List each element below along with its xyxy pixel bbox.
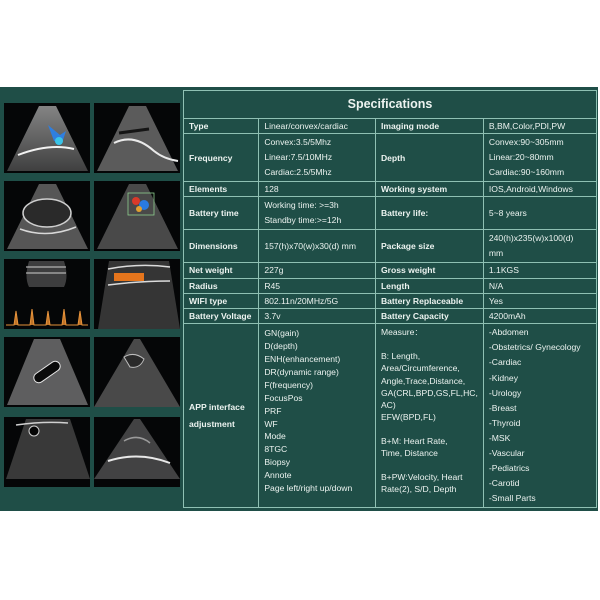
spec-value: R45 — [259, 278, 376, 293]
spec-value-line: Standby time:>=12h — [264, 215, 342, 226]
list-item: -Obstetrics/ Gynecology — [488, 342, 581, 353]
spec-value: 802.11n/20MHz/5G — [259, 293, 376, 308]
list-item: B+PW:Velocity, Heart — [380, 472, 463, 483]
list-item: D(depth) — [264, 341, 298, 352]
spec-label: Battery time — [184, 197, 259, 230]
table-row — [184, 309, 597, 324]
spec-label — [184, 324, 259, 508]
spec-label: Battery Voltage — [184, 309, 259, 324]
table-row — [184, 197, 597, 230]
spec-value: 4200mAh — [483, 309, 596, 324]
ultrasound-color-doppler-icon — [94, 181, 180, 251]
app-controls-list — [259, 324, 376, 508]
ultrasound-bmode-icon — [4, 337, 90, 407]
spec-value: 157(h)x70(w)x30(d) mm — [259, 230, 376, 263]
list-item: -MSK — [488, 432, 511, 443]
spec-value: Yes — [483, 293, 596, 308]
list-item: B: Length, — [380, 351, 421, 362]
spec-value-line: Convex:3.5/5Mhz — [264, 137, 332, 148]
spec-value — [259, 197, 376, 230]
list-item: PRF — [264, 405, 282, 416]
spec-label: Net weight — [184, 263, 259, 278]
list-item: -Pediatrics — [488, 463, 530, 474]
list-item: GN(gain) — [264, 328, 300, 339]
ultrasound-bmode-icon — [94, 417, 180, 487]
measure-heading: Measure： — [380, 327, 423, 338]
spec-value: 1.1KGS — [483, 263, 596, 278]
ultrasound-bmode-icon — [94, 337, 180, 407]
spec-label: Battery life: — [375, 197, 483, 230]
spec-value: 227g — [259, 263, 376, 278]
ultrasound-pw-doppler-icon — [4, 259, 90, 329]
list-item: -Urology — [488, 387, 522, 398]
spec-value: Linear/convex/cardiac — [259, 119, 376, 134]
list-item: F(frequency) — [264, 379, 314, 390]
list-item: -Carotid — [488, 478, 520, 489]
table-row-app-interface — [184, 324, 597, 508]
ultrasound-color-doppler-icon — [4, 103, 90, 173]
spec-label: Battery Capacity — [375, 309, 483, 324]
spec-value: 128 — [259, 182, 376, 197]
table-row — [184, 263, 597, 278]
spec-value-line: Cardiac:2.5/5Mhz — [264, 167, 332, 178]
list-item: -Kidney — [488, 372, 519, 383]
exam-presets-list — [483, 324, 596, 508]
list-item: AC) — [380, 399, 396, 410]
spec-value — [483, 230, 596, 263]
spec-label: Frequency — [184, 134, 259, 182]
spec-value: IOS,Android,Windows — [483, 182, 596, 197]
list-item: WF — [264, 418, 278, 429]
spec-value — [483, 134, 596, 182]
spec-label: Length — [375, 278, 483, 293]
table-row — [184, 119, 597, 134]
list-item: EFW(BPD,FL) — [380, 411, 436, 422]
spec-value-line: mm — [488, 248, 504, 259]
list-item: 8TGC — [264, 444, 288, 455]
measure-list — [375, 324, 483, 508]
list-item: -Small Parts — [488, 493, 536, 504]
list-item: GA(CRL,BPD,GS,FL,HC, — [380, 387, 478, 398]
spec-label: Dimensions — [184, 230, 259, 263]
spec-value-line: Cardiac:90~160mm — [488, 167, 565, 178]
spec-label-line: adjustment — [189, 418, 235, 429]
list-item: Annote — [264, 470, 292, 481]
ultrasound-color-doppler-icon — [94, 259, 180, 329]
list-item: -Breast — [488, 402, 517, 413]
spec-label: Imaging mode — [375, 119, 483, 134]
spec-label: Package size — [375, 230, 483, 263]
list-item: Mode — [264, 431, 286, 442]
spec-value-line: Linear:20~80mm — [488, 152, 554, 163]
spec-label: Elements — [184, 182, 259, 197]
spec-label: Depth — [375, 134, 483, 182]
specifications-table — [183, 90, 597, 508]
spec-label: Radius — [184, 278, 259, 293]
spec-sheet-panel — [0, 87, 598, 511]
spec-value-line: 240(h)x235(w)x100(d) — [488, 233, 574, 244]
spec-label-line: APP interface — [189, 401, 245, 412]
spec-value: 3.7v — [259, 309, 376, 324]
list-item: Area/Circumference, — [380, 363, 460, 374]
spec-value: 5~8 years — [483, 197, 596, 230]
list-item: Angle,Trace,Distance, — [380, 375, 466, 386]
table-row — [184, 182, 597, 197]
list-item: -Cardiac — [488, 357, 522, 368]
spec-label: Gross weight — [375, 263, 483, 278]
table-title: Specifications — [184, 91, 597, 119]
list-item: FocusPos — [264, 392, 303, 403]
table-row — [184, 230, 597, 263]
spec-label: WIFI type — [184, 293, 259, 308]
list-item: -Vascular — [488, 447, 525, 458]
ultrasound-bmode-icon — [94, 103, 180, 173]
list-item: Biopsy — [264, 457, 291, 468]
spec-label: Working system — [375, 182, 483, 197]
table-header-row — [184, 91, 597, 119]
spec-value-line: Linear:7.5/10MHz — [264, 152, 333, 163]
list-item: ENH(enhancement) — [264, 354, 341, 365]
list-item: B+M: Heart Rate, — [380, 435, 448, 446]
list-item: -Abdomen — [488, 327, 529, 338]
table-row — [184, 293, 597, 308]
ultrasound-bmode-icon — [4, 181, 90, 251]
spec-value-line: Working time: >=3h — [264, 200, 339, 211]
list-item: Rate(2), S/D, Depth — [380, 484, 457, 495]
spec-value: N/A — [483, 278, 596, 293]
spacer — [381, 459, 478, 471]
table-row — [184, 134, 597, 182]
list-item: DR(dynamic range) — [264, 366, 339, 377]
ultrasound-bmode-icon — [4, 417, 90, 487]
spec-value: B,BM,Color,PDI,PW — [483, 119, 596, 134]
list-item: Page left/right up/down — [264, 483, 353, 494]
spec-label: Battery Replaceable — [375, 293, 483, 308]
spacer — [381, 423, 478, 435]
spacer — [381, 338, 478, 350]
spec-value — [259, 134, 376, 182]
ultrasound-image-gallery — [4, 103, 180, 503]
list-item: -Thyroid — [488, 417, 521, 428]
table-row — [184, 278, 597, 293]
spec-value-line: Convex:90~305mm — [488, 137, 564, 148]
spec-label: Type — [184, 119, 259, 134]
list-item: Time, Distance — [380, 447, 438, 458]
